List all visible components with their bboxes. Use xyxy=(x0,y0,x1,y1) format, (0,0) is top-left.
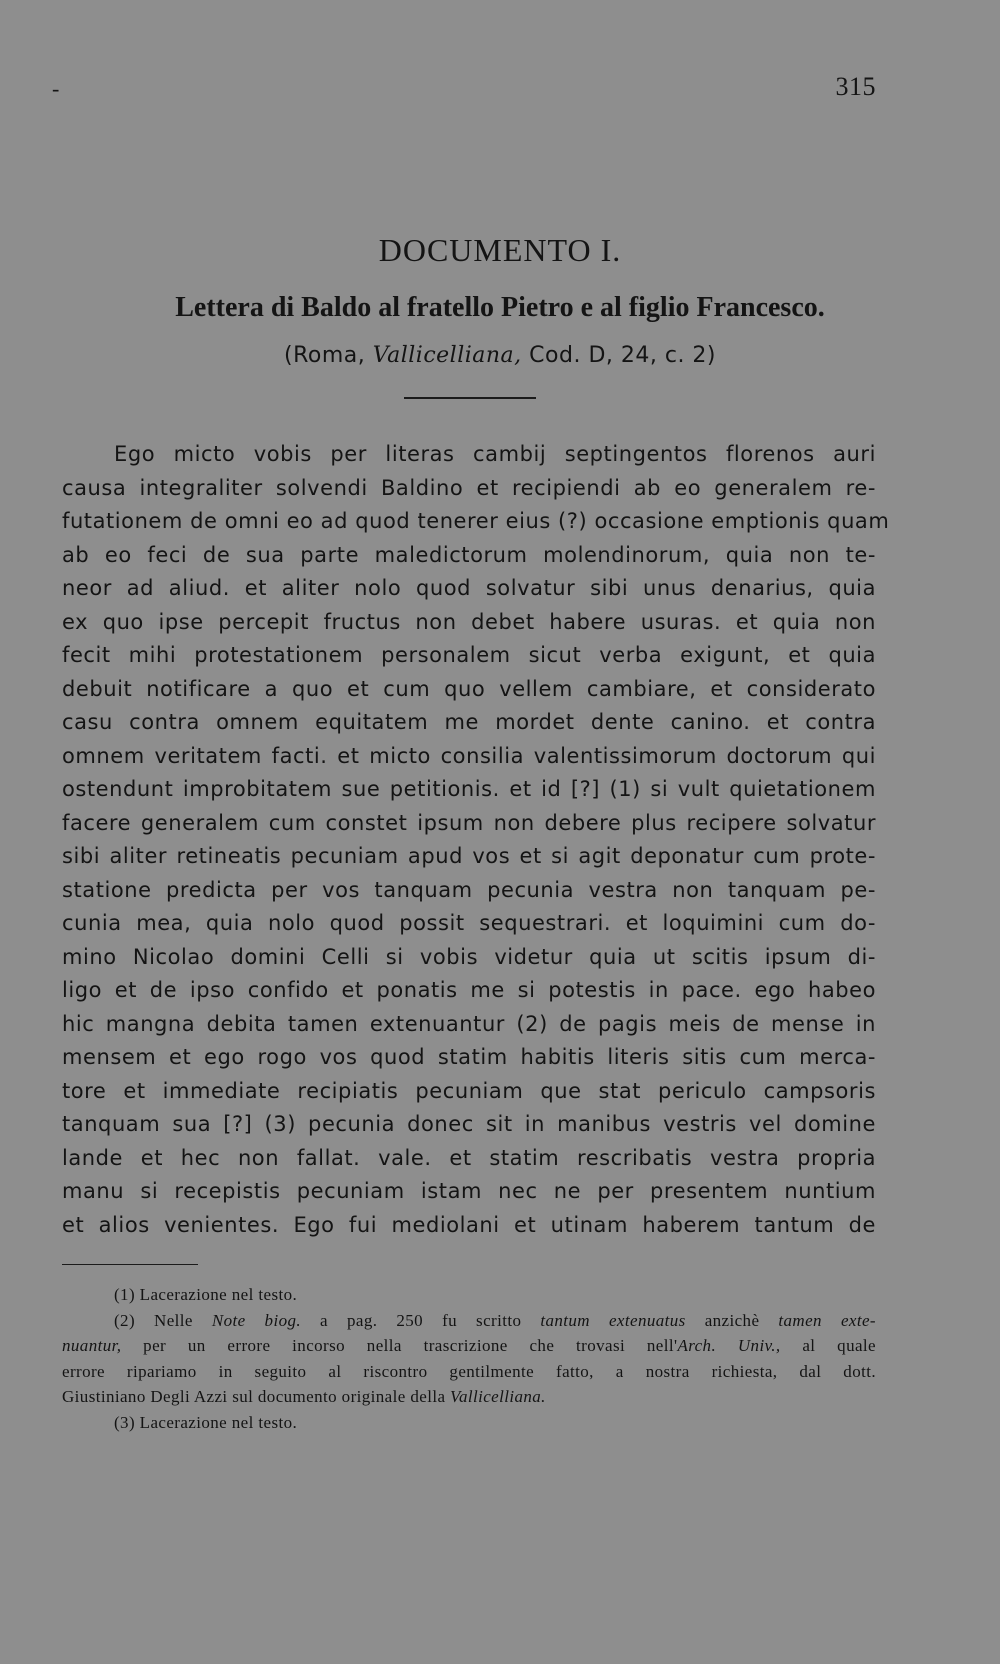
footnote-2-line-4 xyxy=(62,1384,876,1410)
source-codex: Cod. D, 24, c. 2) xyxy=(521,343,717,368)
body-line: mino Nicolao domini Celli si vobis videtur quia ut scitis ipsum di- xyxy=(62,944,876,969)
document-title: DOCUMENTO I. xyxy=(378,232,622,268)
fn2-text-i: Arch. Univ., xyxy=(677,1336,781,1355)
body-line: et alios venientes. Ego fui mediolani et utinam haberem tantum de xyxy=(62,1212,876,1237)
body-line: lande et hec non fallat. vale. et statim rescribatis vestra propria xyxy=(62,1145,876,1170)
document-subtitle: Lettera di Baldo al fratello Pietro e al figlio Francesco. xyxy=(175,292,825,323)
fn2-text-c: a pag. 250 fu scritto xyxy=(301,1310,541,1330)
body-line: sibi aliter retineatis pecuniam apud vos et si agit deponatur cum prote- xyxy=(62,844,876,868)
fn2-text-g: nuantur, xyxy=(62,1336,122,1355)
body-line: facere generalem cum constet ipsum non debere plus recipere solvatur xyxy=(62,810,876,835)
fn2-text-e: anzichè xyxy=(685,1310,779,1330)
fn2-text-l: Vallicelliana. xyxy=(450,1387,546,1406)
body-line: futationem de omni eo ad quod tenerer eius (?) occasione emptionis quam xyxy=(62,509,890,533)
letter-body xyxy=(62,438,890,1242)
body-line: mensem et ego rogo vos quod statim habitis literis sitis cum merca- xyxy=(62,1045,876,1069)
document-source xyxy=(0,343,1000,368)
fn2-text-a: (2) Nelle xyxy=(114,1310,212,1330)
fn2-text-f: tamen exte- xyxy=(778,1310,876,1330)
body-line: casu contra omnem equitatem me mordet dente canino. et contra xyxy=(62,710,876,734)
page-number: 315 xyxy=(835,72,876,101)
body-line: cunia mea, quia nolo quod possit sequestrari. et loquimini cum do- xyxy=(62,911,876,935)
footnote-2-line-1 xyxy=(62,1308,876,1334)
fn2-text-h: per un errore incorso nella trascrizione che trovasi nell' xyxy=(121,1336,678,1355)
footnote-2-line-3: errore ripariamo in seguito al riscontro gentilmente fatto, a nostra richiesta, dal dott. xyxy=(62,1361,876,1381)
corner-mark: - xyxy=(52,76,60,101)
body-line: ex quo ipse percepit fructus non debet habere usuras. et quia non xyxy=(62,609,876,634)
body-line: statione predicta per vos tanquam pecunia vestra non tanquam pe- xyxy=(62,877,876,902)
body-line: neor ad aliud. et aliter nolo quod solvatur sibi unus denarius, quia xyxy=(62,576,876,600)
body-line: ab eo feci de sua parte maledictorum molendinorum, quia non te- xyxy=(62,542,876,567)
footnote-rule xyxy=(62,1264,198,1265)
body-line: ostendunt improbitatem sue petitionis. et id [?] (1) si vult quietationem xyxy=(62,777,876,801)
body-line: causa integraliter solvendi Baldino et recipiendi ab eo generalem re- xyxy=(62,475,876,500)
fn2-text-k: Giustiniano Degli Azzi sul documento originale della xyxy=(62,1387,451,1406)
source-library: Vallicelliana, xyxy=(372,343,522,368)
body-line: Ego micto vobis per literas cambij septingentos florenos auri xyxy=(114,442,876,466)
body-line: tanquam sua [?] (3) pecunia donec sit in manibus vestris vel domine xyxy=(62,1112,876,1136)
footnote-1: (1) Lacerazione nel testo. xyxy=(114,1285,298,1304)
body-line: fecit mihi protestationem personalem sicut verba exigunt, et quia xyxy=(62,643,876,667)
body-line: omnem veritatem facti. et micto consilia valentissimorum doctorum qui xyxy=(62,743,876,768)
footnote-2-line-2 xyxy=(62,1333,876,1359)
body-line: hic mangna debita tamen extenuantur (2) de pagis meis de mense in xyxy=(62,1011,876,1036)
body-line: manu si recepistis pecuniam istam nec ne per presentem nuntium xyxy=(62,1179,876,1203)
body-line: tore et immediate recipiatis pecuniam que stat periculo campsoris xyxy=(62,1078,876,1103)
fn2-text-d: tantum extenuatus xyxy=(540,1310,686,1330)
fn2-text-b: Note biog. xyxy=(211,1310,302,1330)
footnotes xyxy=(62,1282,876,1435)
title-rule xyxy=(404,397,536,399)
fn2-text-j: al quale xyxy=(780,1336,876,1355)
footnote-3: (3) Lacerazione nel testo. xyxy=(114,1412,298,1432)
body-line: debuit notificare a quo et cum quo vellem cambiare, et considerato xyxy=(62,676,876,701)
source-open: (Roma, xyxy=(283,343,373,368)
body-line: ligo et de ipso confido et ponatis me si potestis in pace. ego habeo xyxy=(62,978,876,1002)
